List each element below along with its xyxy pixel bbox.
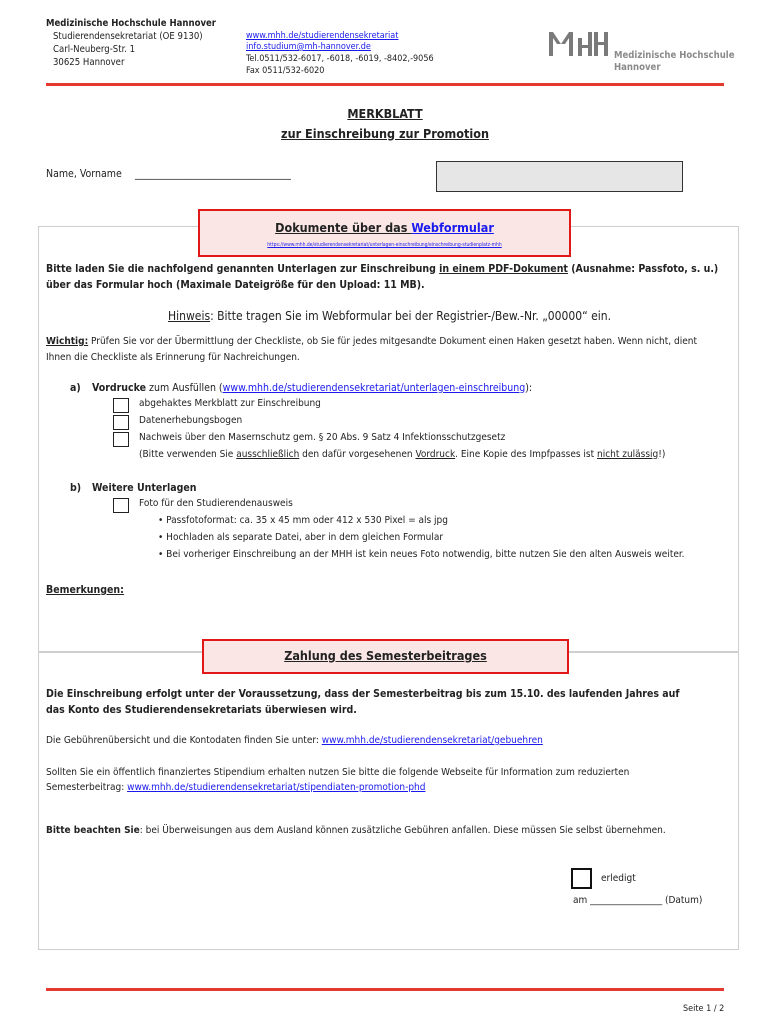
important-text-1: Prüfen Sie vor der Übermittlung der Checkliste, ob Sie für jedes mitgesandte Dokument einen Haken gesetzt haben. Wenn nicht, dient xyxy=(88,336,697,347)
checkbox-masernschutz[interactable] xyxy=(113,432,129,447)
photo-bullet: • Passfotoformat: ca. 35 x 45 mm oder 412 x 530 Pixel = als jpg xyxy=(158,515,448,526)
item-masernschutz: Nachweis über den Masernschutz gem. § 20 Abs. 9 Satz 4 Infektionsschutzgesetz xyxy=(139,432,506,443)
foreign-transfer-label: Bitte beachten Sie xyxy=(46,825,140,836)
photo-bullet: • Bei vorheriger Einschreibung an der MHH ist kein neues Foto notwendig, bitte nutzen Sie den alten Ausweis weiter. xyxy=(158,549,685,560)
title-line-2: zur Einschreibung zur Promotion xyxy=(281,126,489,141)
dept-name: Studierendensekretariat (OE 9130) xyxy=(53,31,203,42)
fees-line xyxy=(46,735,543,746)
website-link[interactable]: www.mhh.de/studierendensekretariat xyxy=(246,31,399,41)
remarks-label: Bemerkungen: xyxy=(46,584,124,596)
intro-line-1 xyxy=(46,262,718,276)
photo-bullet-text: Bei vorheriger Einschreibung an der MHH ist kein neues Foto notwendig, bitte nutzen Sie den alten Ausweis weiter. xyxy=(166,549,685,560)
done-checkbox[interactable] xyxy=(571,868,592,889)
hint-text: : Bitte tragen Sie im Webformular bei der Registrier-/Bew.-Nr. „00000“ ein. xyxy=(210,309,612,323)
date-field[interactable] xyxy=(573,895,702,906)
mhh-logo xyxy=(548,28,610,64)
checkbox-datenerhebungsbogen[interactable] xyxy=(113,415,129,430)
important-label: Wichtig: xyxy=(46,336,89,347)
fees-text: Die Gebührenübersicht und die Kontodaten finden Sie unter: xyxy=(46,735,322,746)
intro-line-2: über das Formular hoch (Maximale Dateigröße für den Upload: 11 MB). xyxy=(46,279,425,291)
photo-bullet: • Hochladen als separate Datei, aber in dem gleichen Formular xyxy=(158,532,444,543)
important-line-1 xyxy=(46,335,697,349)
footer-divider xyxy=(46,988,724,991)
section-a-end: ): xyxy=(525,382,533,394)
phone: Tel.0511/532-6017, -6018, -6019, -8402,-9056 xyxy=(246,54,434,64)
street: Carl-Neuberg-Str. 1 xyxy=(53,44,136,55)
title-line-1: MERKBLATT xyxy=(347,106,423,121)
important-line-2: Ihnen die Checkliste als Erinnerung für Nachreichungen. xyxy=(46,352,300,363)
foreign-transfer-text: : bei Überweisungen aus dem Ausland können zusätzliche Gebühren anfallen. Diese müssen Sie selbst übernehmen. xyxy=(139,825,666,836)
fees-link[interactable]: www.mhh.de/studierendensekretariat/gebuehren xyxy=(321,735,543,746)
documents-heading-box xyxy=(198,209,571,257)
item-foto: Foto für den Studierendenausweis xyxy=(139,498,293,509)
header-divider xyxy=(46,83,724,86)
name-underline: _________________________________ xyxy=(135,168,291,180)
section-a-letter: a) xyxy=(70,382,81,394)
forms-link[interactable]: www.mhh.de/studierendensekretariat/unterlagen-einschreibung xyxy=(222,382,526,394)
section-a-heading xyxy=(92,381,532,395)
registration-number-box[interactable] xyxy=(436,161,683,192)
section-b-letter: b) xyxy=(70,482,82,494)
payment-condition-2: das Konto des Studierendensekretariats überwiesen wird. xyxy=(46,704,357,716)
photo-bullet-text: Passfotoformat: ca. 35 x 45 mm oder 412 x 530 Pixel = als jpg xyxy=(166,515,448,526)
scholarship-line-1: Sollten Sie ein öffentlich finanziertes Stipendium erhalten nutzen Sie bitte die folgende Webseite für Information zum reduzierten xyxy=(46,767,630,778)
section-a-title: Vordrucke xyxy=(92,382,147,394)
item-merkblatt: abgehaktes Merkblatt zur Einschreibung xyxy=(139,398,321,409)
date-label: (Datum) xyxy=(664,895,703,906)
hint-line xyxy=(168,309,611,323)
hint-label: Hinweis xyxy=(168,309,211,323)
note-part-4: !) xyxy=(658,449,666,460)
scholarship-link[interactable]: www.mhh.de/studierendensekretariat/stipendiaten-promotion-phd xyxy=(127,782,426,793)
foreign-transfer-note xyxy=(46,825,666,836)
scholarship-line-2 xyxy=(46,782,425,793)
checkbox-merkblatt[interactable] xyxy=(113,398,129,413)
date-prefix: am xyxy=(573,895,588,906)
org-name: Medizinische Hochschule Hannover xyxy=(46,18,217,29)
logo-caption-1: Medizinische Hochschule xyxy=(614,50,735,61)
mhh-logo-icon xyxy=(548,28,610,60)
photo-bullet-text: Hochladen als separate Datei, aber in dem gleichen Formular xyxy=(166,532,444,543)
item-datenerhebungsbogen: Datenerhebungsbogen xyxy=(139,415,243,426)
fax: Fax 0511/532-6020 xyxy=(246,66,325,76)
note-emph-3: nicht zulässig xyxy=(597,449,659,460)
payment-heading: Zahlung des Semesterbeitrages xyxy=(284,648,487,663)
webformular-url[interactable]: https://www.mhh.de/studierendensekretariat/unterlagen-einschreibung/einschreibung-studienplatz-mhh xyxy=(267,242,502,248)
intro-pdf-emphasis: in einem PDF-Dokument xyxy=(439,263,568,275)
intro-text-a: Bitte laden Sie die nachfolgend genannten Unterlagen zur Einschreibung xyxy=(46,263,440,275)
section-a-mid: zum Ausfüllen ( xyxy=(146,382,223,394)
note-emph-2: Vordruck xyxy=(415,449,456,460)
email-link[interactable]: info.studium@mh-hannover.de xyxy=(246,42,371,52)
done-label: erledigt xyxy=(601,873,636,884)
payment-heading-box xyxy=(202,639,569,674)
masernschutz-note xyxy=(139,449,665,460)
payment-condition-1: Die Einschreibung erfolgt unter der Voraussetzung, dass der Semesterbeitrag bis zum 15.10. des laufenden Jahres auf xyxy=(46,688,680,700)
scholarship-text: Semesterbeitrag: xyxy=(46,782,128,793)
section-b-title: Weitere Unterlagen xyxy=(92,482,197,494)
documents-heading-text: Dokumente über das xyxy=(275,220,412,235)
date-blank: ________________ xyxy=(590,895,663,906)
webformular-link[interactable]: Webformular xyxy=(411,220,494,235)
city: 30625 Hannover xyxy=(53,57,125,68)
note-part-2: den dafür vorgesehenen xyxy=(299,449,416,460)
name-label: Name, Vorname xyxy=(46,168,122,180)
intro-text-b: (Ausnahme: Passfoto, s. u.) xyxy=(567,263,719,275)
checkbox-foto[interactable] xyxy=(113,498,129,513)
note-part-1: (Bitte verwenden Sie xyxy=(139,449,237,460)
note-emph-1: ausschließlich xyxy=(236,449,300,460)
documents-heading xyxy=(200,220,569,235)
logo-caption-2: Hannover xyxy=(614,62,661,73)
page-number: Seite 1 / 2 xyxy=(683,1004,725,1014)
note-part-3: . Eine Kopie des Impfpasses ist xyxy=(455,449,597,460)
